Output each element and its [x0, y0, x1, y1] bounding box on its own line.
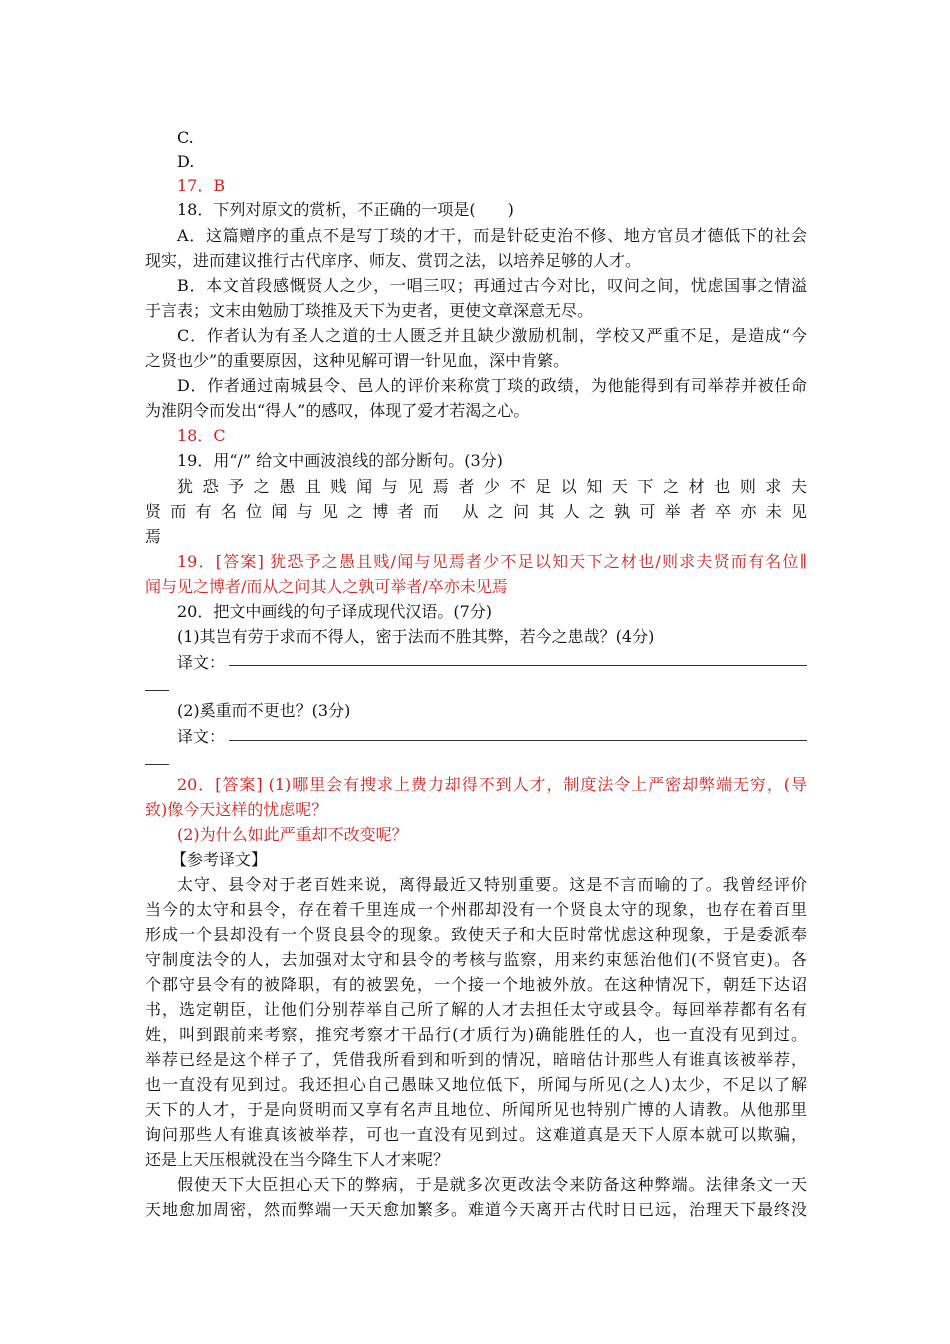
translation-p1-line11: 询问那些人有谁真该被举荐，可也一直没有见到过。这难道真是天下人原本就可以欺骗，: [145, 1125, 807, 1144]
translation-p1-line4: 守制度法令的人，去加强对太守和县令的考核与监察，用来约束惩治他们(不贤官吏)。各: [145, 950, 807, 969]
answer-line-2[interactable]: [229, 740, 807, 741]
translation-p2-line1: 假使天下大臣担心天下的弊病，于是就多次更改法令来防备这种弊端。法律条文一天: [177, 1175, 807, 1194]
q18-option-d-line2: 为淮阴令而发出“得人”的感叹，体现了爱才若渴之心。: [145, 401, 530, 420]
answer-line-1[interactable]: [229, 665, 807, 666]
translation-p1-line3: 形成一个县却没有一个贤良县令的现象。致使天子和大臣时常忧虑这种现象，于是委派奉: [145, 925, 807, 944]
q18-option-d-line1: D．作者通过南城县令、邑人的评价来称赏丁琰的政绩，为他能得到有司举荐并被任命: [177, 376, 807, 395]
q18-option-c-line2: 之贤也少”的重要原因，这种见解可谓一针见血，深中肯綮。: [145, 351, 570, 370]
translation-p1-line8: 举荐已经是这个样子了，凭借我所看到和听到的情况，暗暗估计那些人有谁真该被举荐，: [145, 1050, 807, 1069]
answer-line-1-continuation: [145, 690, 169, 691]
option-c: C.: [177, 128, 194, 147]
translation-p1-line7: 姓，叫到跟前来考察，推究考察才干品行(才质行为)确能胜任的人，也一直没有见到过。: [145, 1025, 807, 1044]
q19-passage-line3: 焉: [145, 527, 162, 546]
q18-option-c-line1: C．作者认为有圣人之道的士人匮乏并且缺少激励机制，学校又严重不足，是造成“今: [177, 326, 807, 345]
question-18-stem: 18．下列对原文的赏析，不正确的一项是( ): [177, 200, 514, 219]
question-20-stem: 20．把文中画线的句子译成现代汉语。(7分): [177, 602, 493, 621]
q20-translation-label-2: 译文：: [177, 727, 226, 746]
q18-option-a-line1: A．这篇赠序的重点不是写丁琰的才干，而是针砭吏治不修、地方官员才德低下的社会: [177, 226, 807, 245]
answer-17: 17．B: [177, 176, 226, 195]
answer-20-line3: (2)为什么如此严重却不改变呢？: [177, 825, 408, 844]
q20-sentence-2: (2)奚重而不更也？(3分): [177, 701, 351, 720]
option-d: D.: [177, 152, 195, 171]
q18-option-b-line2: 于言表；文末由勉励丁琰推及天下为吏者，更使文章深意无尽。: [145, 301, 594, 320]
answer-19-line2: 闻与见之博者/而从之问其人之孰可举者/卒亦未见焉: [145, 577, 508, 596]
answer-20-line1: 20．[答案] (1)哪里会有搜求上费力却得不到人才，制度法令上严密却弊端无穷，(导: [177, 775, 807, 794]
answer-19-line1: 19．[答案] 犹恐予之愚且贱/闻与见焉者少不足以知天下之材也/则求夫贤而有名位∥: [177, 552, 807, 571]
answer-18: 18．C: [177, 426, 226, 445]
translation-heading: 【参考译文】: [171, 850, 268, 869]
translation-p1-line12: 还是上天压根就没在当今降生下人才来呢？: [145, 1150, 450, 1169]
answer-20-line2: 致)像今天这样的忧虑呢？: [145, 800, 328, 819]
translation-p1-line9: 也一直没有见到过。我还担心自己愚昧又地位低下，所闻与所见(之人)太少，不足以了解: [145, 1075, 807, 1094]
translation-p1-line6: 书，选定朝臣，让他们分别荐举自己所了解的人才去担任太守或县令。每回举荐都有名有: [145, 1000, 807, 1019]
translation-p2-line2: 天地愈加周密，然而弊端一天天愈加繁多。难道今天离开古代时日已远，治理天下最终没: [145, 1200, 807, 1219]
translation-p1-line1: 太守、县令对于老百姓来说，离得最近又特别重要。这是不言而喻的了。我曾经评价: [177, 875, 807, 894]
q18-option-b-line1: B．本文首段感慨贤人之少，一唱三叹；再通过古今对比，叹问之间，忧虑国事之情溢: [177, 276, 807, 295]
question-19-stem: 19．用“/” 给文中画波浪线的部分断句。(3分): [177, 451, 503, 470]
q19-passage-line1: 犹恐予之愚且贱闻与见焉者少不足以知天下之材也则求夫: [177, 477, 807, 496]
translation-p1-line2: 当今的太守和县令，存在着千里连成一个州郡却没有一个贤良太守的现象，也存在着百里: [145, 900, 807, 919]
q19-passage-line2: 贤而有名位闻与见之博者而 从之问其人之孰可举者卒亦未见: [145, 502, 807, 521]
q20-sentence-1: (1)其岂有劳于求而不得人，密于法而不胜其弊，若今之患哉？(4分): [177, 627, 655, 646]
q20-translation-label-1: 译文：: [177, 653, 226, 672]
translation-p1-line10: 天下的人才，于是向贤明而又享有名声且地位、所闻所见也特别广博的人请教。从他那里: [145, 1100, 807, 1119]
answer-line-2-continuation: [145, 764, 169, 765]
translation-p1-line5: 个郡守县令有的被降职，有的被罢免，一个接一个地被外放。在这种情况下，朝廷下达诏: [145, 975, 807, 994]
q18-option-a-line2: 现实，进而建议推行古代庠序、师友、赏罚之法，以培养足够的人才。: [145, 251, 642, 270]
